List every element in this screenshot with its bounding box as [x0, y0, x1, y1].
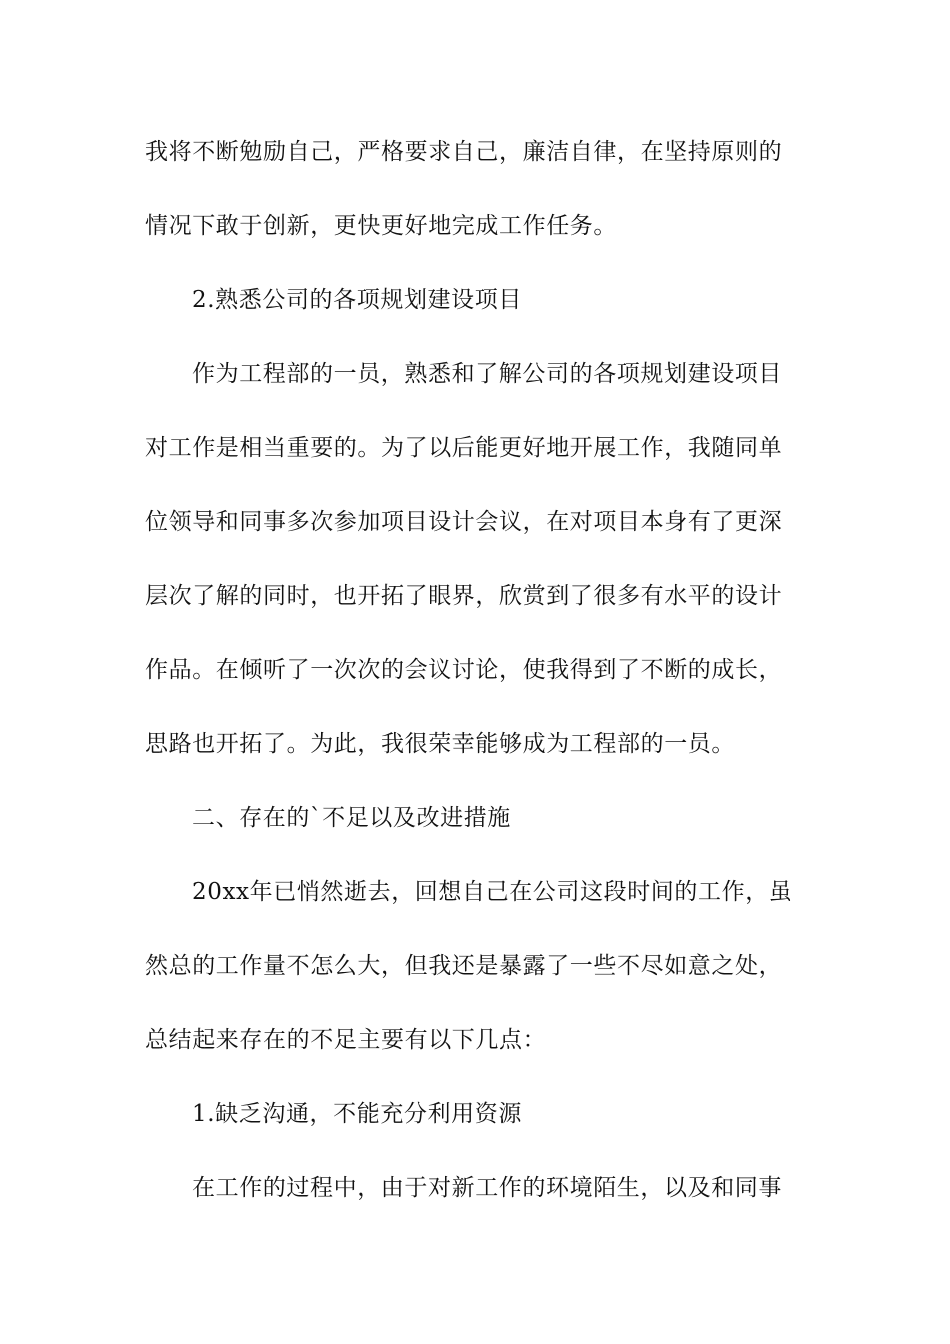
- paragraph-line-6: 位领导和同事多次参加项目设计会议，在对项目本身有了更深: [145, 509, 783, 535]
- paragraph-line-13: 总结起来存在的不足主要有以下几点：: [145, 1027, 547, 1053]
- paragraph-line-11: 20xx年已悄然逝去，回想自己在公司这段时间的工作，虽: [192, 879, 793, 905]
- paragraph-line-7: 层次了解的同时，也开拓了眼界，欣赏到了很多有水平的设计: [145, 583, 783, 609]
- paragraph-line-8: 作品。在倾听了一次次的会议讨论，使我得到了不断的成长，: [145, 657, 783, 683]
- paragraph-line-9: 思路也开拓了。为此，我很荣幸能够成为工程部的一员。: [145, 731, 735, 757]
- paragraph-line-12: 然总的工作量不怎么大，但我还是暴露了一些不尽如意之处，: [145, 953, 783, 979]
- paragraph-line-1: 我将不断勉励自己，严格要求自己，廉洁自律，在坚持原则的: [145, 139, 783, 165]
- section-heading-2: 2.熟悉公司的各项规划建设项目: [192, 287, 522, 313]
- paragraph-line-5: 对工作是相当重要的。为了以后能更好地开展工作，我随同单: [145, 435, 783, 461]
- section-heading-er: 二、存在的`不足以及改进措施: [192, 805, 511, 831]
- paragraph-line-4: 作为工程部的一员，熟悉和了解公司的各项规划建设项目: [192, 361, 782, 387]
- paragraph-line-2: 情况下敢于创新，更快更好地完成工作任务。: [145, 213, 617, 239]
- section-heading-1: 1.缺乏沟通，不能充分利用资源: [192, 1101, 522, 1127]
- paragraph-line-15: 在工作的过程中，由于对新工作的环境陌生，以及和同事: [192, 1175, 782, 1201]
